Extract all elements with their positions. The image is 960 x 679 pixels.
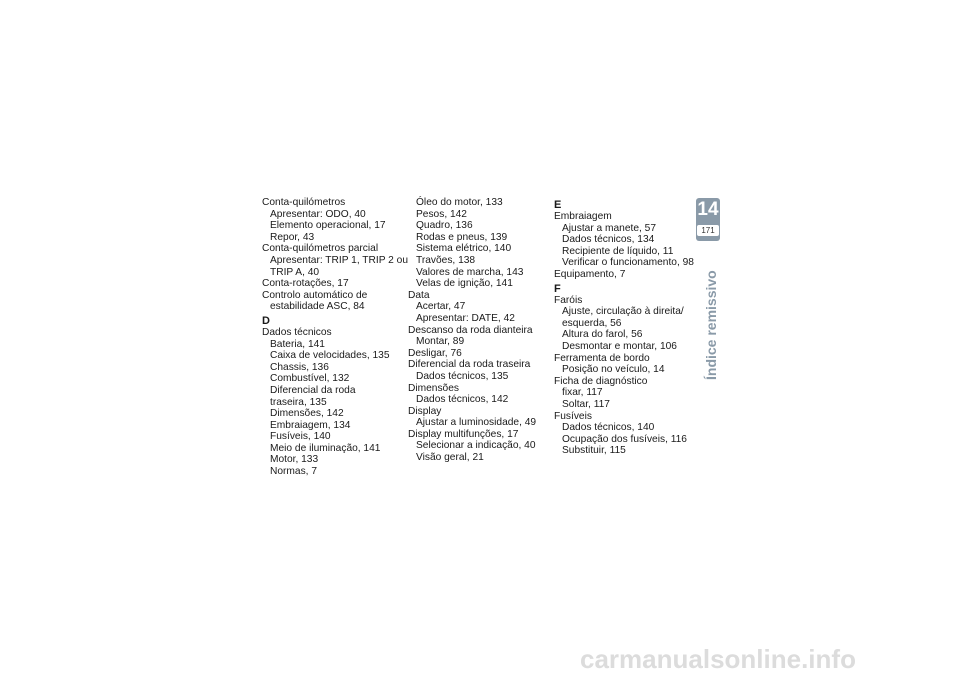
index-column-3 <box>554 197 694 457</box>
index-subentry: Posição no veículo, 14 <box>562 364 665 376</box>
index-subentry: Diferencial da roda <box>270 384 356 396</box>
index-subentry: Montar, 89 <box>416 336 465 348</box>
index-entry: Dimensões <box>408 382 459 394</box>
index-entry: Display <box>408 405 442 417</box>
index-subentry: Velas de ignição, 141 <box>416 278 513 290</box>
index-column-1 <box>262 197 408 478</box>
index-letter: D <box>262 314 270 327</box>
index-entry: Ficha de diagnóstico <box>554 375 648 387</box>
index-subentry: Apresentar: ODO, 40 <box>270 208 366 220</box>
index-entry: Descanso da roda dianteira <box>408 324 533 336</box>
index-subentry: Apresentar: TRIP 1, TRIP 2 ou <box>270 254 408 266</box>
index-subentry: Altura do farol, 56 <box>562 329 643 341</box>
index-entry: Diferencial da roda traseira <box>408 359 531 371</box>
index-entry: Equipamento, 7 <box>554 268 626 280</box>
index-subentry: Soltar, 117 <box>562 398 610 410</box>
index-subentry: Visão geral, 21 <box>416 452 484 464</box>
index-subentry: Sistema elétrico, 140 <box>416 243 512 255</box>
index-subentry: Fusíveis, 140 <box>270 431 331 443</box>
index-entry: Embraiagem <box>554 211 612 222</box>
index-subentry: Travões, 138 <box>416 254 476 266</box>
section-side-label: Índice remissivo <box>703 270 719 380</box>
chapter-number: 14 <box>697 199 719 220</box>
index-subentry: Repor, 43 <box>270 231 315 243</box>
index-subentry: Quadro, 136 <box>416 220 473 232</box>
index-subentry: Recipiente de líquido, 11 <box>562 245 674 257</box>
index-subentry: Dados técnicos, 142 <box>416 394 509 406</box>
index-subentry: Ocupação dos fusíveis, 116 <box>562 433 687 445</box>
index-subentry: Óleo do motor, 133 <box>416 197 503 208</box>
index-subentry: Bateria, 141 <box>270 338 325 350</box>
index-subentry: Selecionar a indicação, 40 <box>416 440 536 452</box>
index-entry: Conta-quilómetros <box>262 197 346 208</box>
index-subentry: TRIP A, 40 <box>270 266 320 278</box>
index-subentry: estabilidade ASC, 84 <box>270 301 365 313</box>
index-entry: Data <box>408 289 430 301</box>
index-subentry: Chassis, 136 <box>270 361 329 373</box>
index-subentry: Rodas e pneus, 139 <box>416 231 508 243</box>
index-subentry: esquerda, 56 <box>562 317 622 329</box>
index-entry: Conta-quilómetros parcial <box>262 243 379 255</box>
index-entry: Display multifunções, 17 <box>408 428 519 440</box>
index-subentry: Dados técnicos, 135 <box>416 370 509 382</box>
page-number: 171 <box>697 225 719 236</box>
index-subentry: Embraiagem, 134 <box>270 419 351 431</box>
index-subentry: Apresentar: DATE, 42 <box>416 312 515 324</box>
index-subentry: Ajuste, circulação à direita/ <box>562 306 684 318</box>
index-letter: E <box>554 199 562 211</box>
index-subentry: Ajustar a luminosidade, 49 <box>416 417 537 429</box>
index-column-2 <box>408 197 538 464</box>
index-entry: Conta-rotações, 17 <box>262 278 349 290</box>
index-subentry: Acertar, 47 <box>416 301 466 313</box>
index-subentry: Valores de marcha, 143 <box>416 266 524 278</box>
index-subentry: Dados técnicos, 140 <box>562 422 655 434</box>
index-entry: Dados técnicos <box>262 326 332 338</box>
index-subentry: Combustível, 132 <box>270 373 350 385</box>
index-subentry: Ajustar a manete, 57 <box>562 222 657 234</box>
index-subentry: Pesos, 142 <box>416 208 467 220</box>
index-entry: Ferramenta de bordo <box>554 352 650 364</box>
index-subentry: Verificar o funcionamento, 98 <box>562 257 694 269</box>
index-subentry: Motor, 133 <box>270 454 319 466</box>
index-subentry: Meio de iluminação, 141 <box>270 442 381 454</box>
index-subentry: Elemento operacional, 17 <box>270 220 386 232</box>
index-letter: F <box>554 282 561 295</box>
index-subentry: fixar, 117 <box>562 387 603 399</box>
index-subentry: traseira, 135 <box>270 396 327 408</box>
index-subentry: Caixa de velocidades, 135 <box>270 350 390 362</box>
index-subentry: Normas, 7 <box>270 466 317 478</box>
index-entry: Desligar, 76 <box>408 347 462 359</box>
index-subentry: Dimensões, 142 <box>270 408 344 420</box>
index-entry: Faróis <box>554 294 583 306</box>
chapter-tab <box>696 198 720 241</box>
watermark: carmanualsonline.info <box>580 644 856 674</box>
index-subentry: Dados técnicos, 134 <box>562 234 655 246</box>
index-subentry: Substituir, 115 <box>562 445 626 457</box>
index-subentry: Desmontar e montar, 106 <box>562 340 677 352</box>
index-entry: Fusíveis <box>554 410 592 422</box>
index-entry: Controlo automático de <box>262 289 368 301</box>
